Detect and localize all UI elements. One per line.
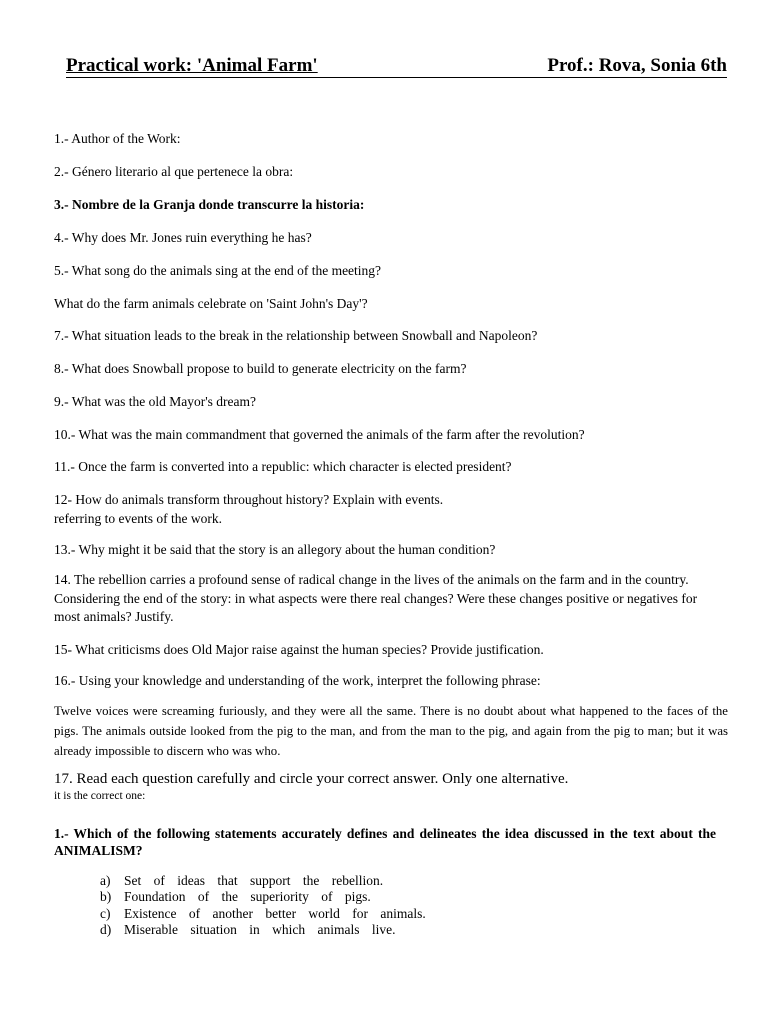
question-16: 16.- Using your knowledge and understanding of the work, interpret the following phrase: — [54, 673, 541, 688]
question-6: What do the farm animals celebrate on 'Saint John's Day'? — [54, 296, 368, 311]
question-3: 3.- Nombre de la Granja donde transcurre la historia: — [54, 197, 365, 212]
question-4: 4.- Why does Mr. Jones ruin everything he has? — [54, 230, 312, 245]
document-header — [66, 55, 727, 78]
question-9: 9.- What was the old Mayor's dream? — [54, 394, 256, 409]
option-a[interactable] — [100, 873, 426, 889]
question-2: 2.- Género literario al que pertenece la obra: — [54, 164, 294, 179]
question-15: 15- What criticisms does Old Major raise against the human species? Provide justification. — [54, 642, 544, 657]
question-1: 1.- Author of the Work: — [54, 131, 181, 146]
option-text: Set of ideas that support the rebellion. — [124, 873, 384, 888]
option-text: Foundation of the superiority of pigs. — [124, 889, 371, 905]
option-text: Existence of another better world for animals. — [124, 905, 426, 921]
worksheet-title: Practical work: 'Animal Farm' — [66, 55, 318, 76]
question-17-subtext: it is the correct one: — [54, 790, 146, 802]
question-7: 7.- What situation leads to the break in the relationship between Snowball and Napoleon? — [54, 328, 538, 343]
option-d[interactable] — [100, 922, 426, 938]
option-text: Miserable situation in which animals live. — [124, 921, 396, 937]
question-12-continued: referring to events of the work. — [54, 511, 222, 526]
option-letter: c) — [100, 905, 111, 921]
multiple-choice-question: 1.- Which of the following statements accurately defines and delineates the idea discussed in the text about the ANIMALISM? — [54, 826, 716, 858]
option-c[interactable] — [100, 906, 426, 922]
question-5: 5.- What song do the animals sing at the end of the meeting? — [54, 263, 382, 278]
option-letter: a) — [100, 873, 111, 888]
question-13: 13.- Why might it be said that the story is an allegory about the human condition? — [54, 542, 496, 557]
question-12: 12- How do animals transform throughout history? Explain with events. — [54, 492, 444, 507]
professor-name: Prof.: Rova, Sonia 6th — [547, 55, 727, 76]
question-17: 17. Read each question carefully and circle your correct answer. Only one alternative. — [54, 771, 569, 787]
option-letter: d) — [100, 921, 112, 937]
question-11: 11.- Once the farm is converted into a republic: which character is elected president? — [54, 459, 512, 474]
option-b[interactable] — [100, 889, 426, 905]
quote-passage: Twelve voices were screaming furiously, and they were all the same. There is no doubt about what happened to the faces of the pigs. The animals outside looked from the pig to the man, and from the man to the pig, and again from the pig to man; but it was already impossible to discern who was who. — [54, 704, 728, 758]
answer-options — [100, 873, 426, 938]
question-14: 14. The rebellion carries a profound sense of radical change in the lives of the animals on the farm and in the country. Considering the end of the story: in what aspects were there real changes? Were these changes positive or negatives for most animals? Justify. — [54, 572, 698, 624]
question-8: 8.- What does Snowball propose to build to generate electricity on the farm? — [54, 361, 467, 376]
option-letter: b) — [100, 889, 112, 905]
question-10: 10.- What was the main commandment that governed the animals of the farm after the revolution? — [54, 427, 585, 442]
